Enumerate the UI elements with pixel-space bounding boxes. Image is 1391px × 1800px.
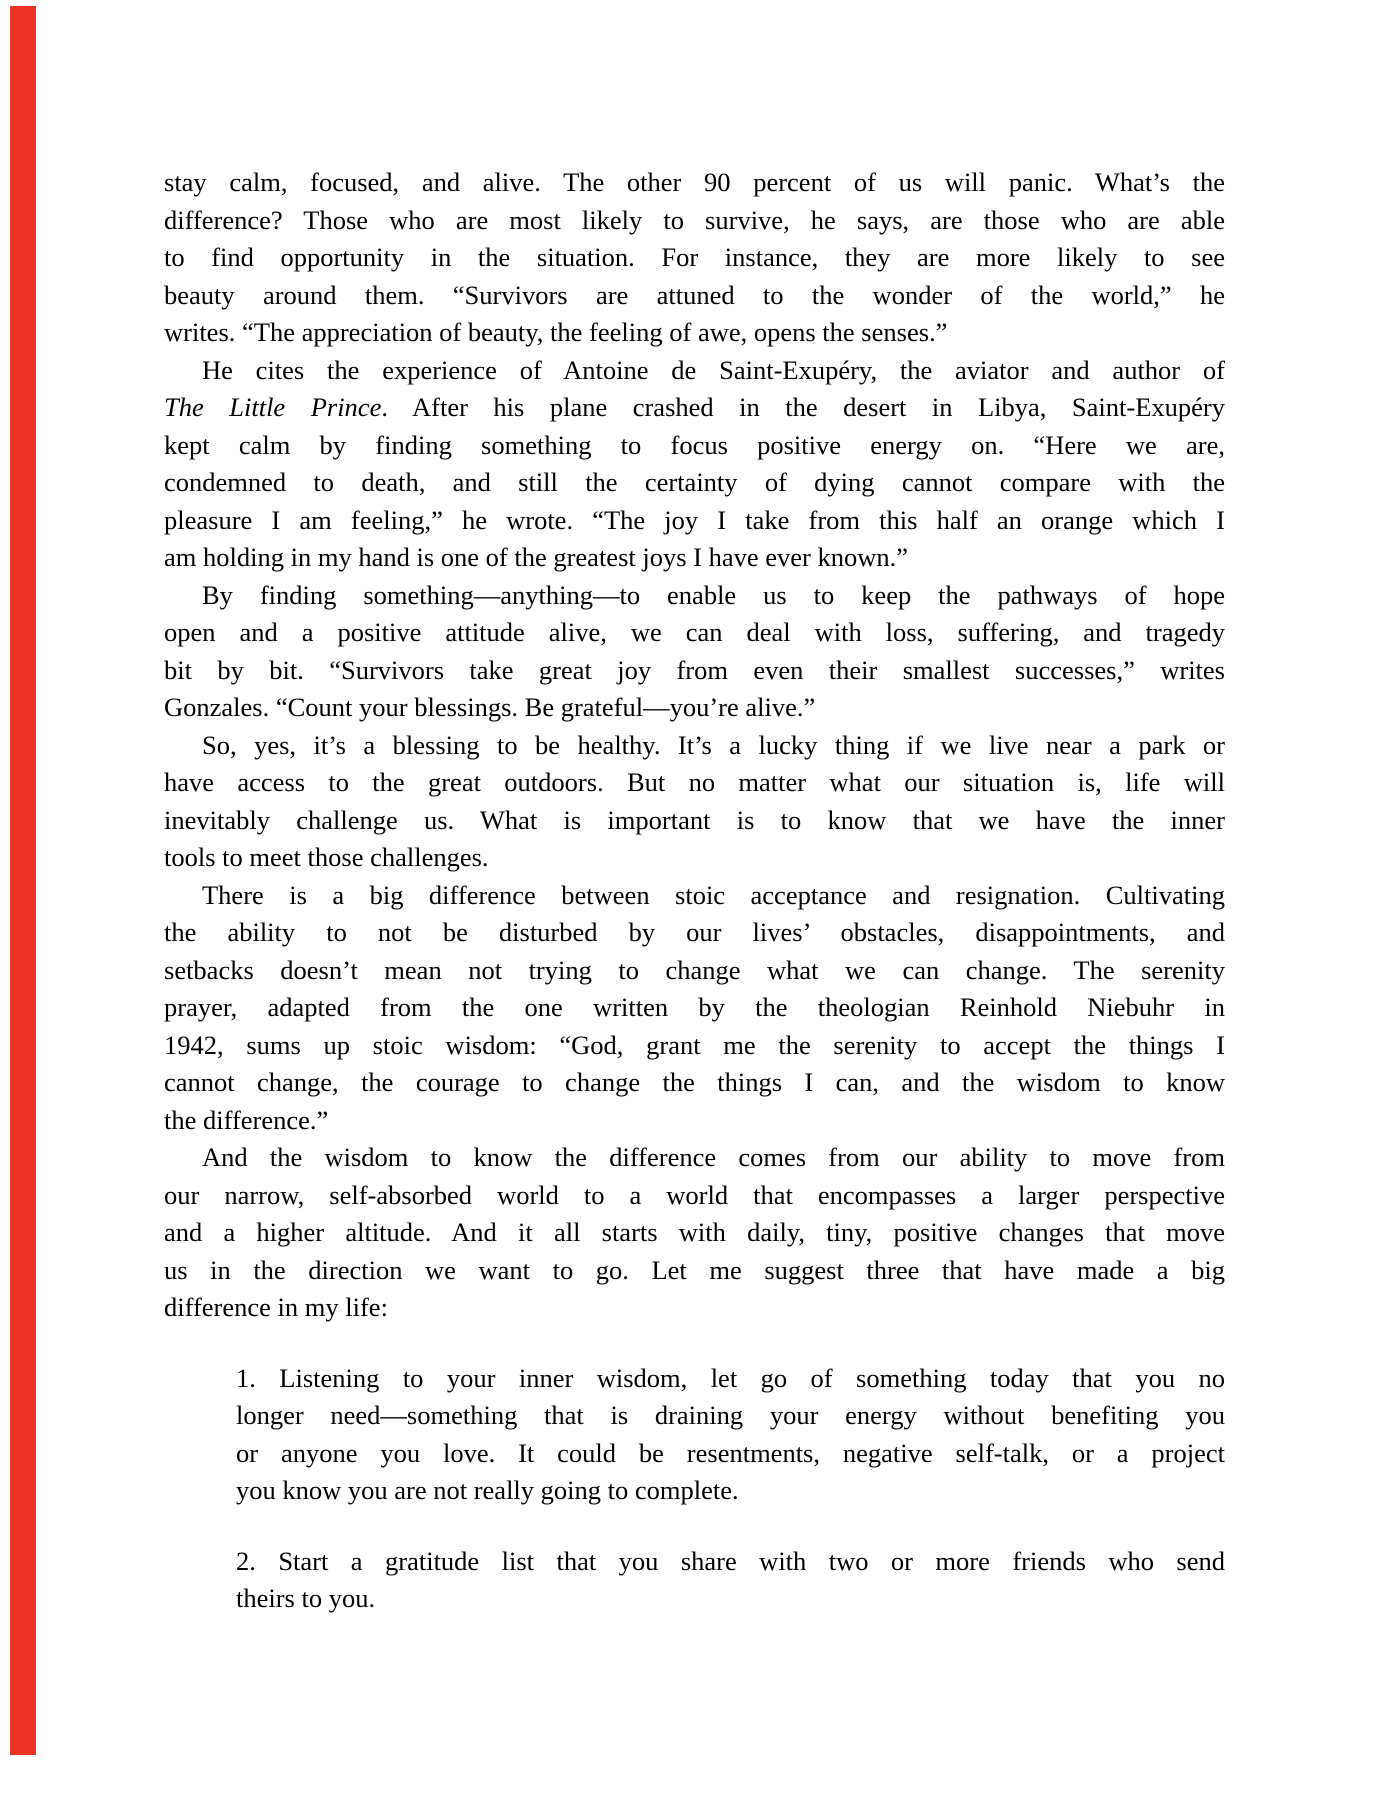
paragraph	[164, 727, 1225, 877]
text-line: prayer, adapted from the one written by the theologian Reinhold Niebuhr in	[164, 992, 1225, 1022]
text-line: 1. Listening to your inner wisdom, let go of something today that you no	[236, 1362, 1225, 1393]
text-line: beauty around them. “Survivors are attuned to the wonder of the world,” he	[164, 279, 1225, 310]
text-line: and a higher altitude. And it all starts with daily, tiny, positive changes that move	[164, 1217, 1225, 1247]
text-line: He cites the experience of Antoine de Saint-Exupéry, the aviator and author of	[202, 354, 1225, 385]
text-line: cannot change, the courage to change the things I can, and the wisdom to know	[164, 1067, 1225, 1097]
text-line: condemned to death, and still the certainty of dying cannot compare with the	[164, 467, 1225, 497]
paragraph	[164, 1139, 1225, 1327]
list-item	[236, 1360, 1225, 1510]
paragraph	[164, 877, 1225, 1140]
text-line: 2. Start a gratitude list that you share with two or more friends who send	[236, 1545, 1225, 1576]
text-line: setbacks doesn’t mean not trying to change what we can change. The serenity	[164, 954, 1225, 985]
text-line: longer need—something that is draining your energy without benefiting you	[236, 1400, 1225, 1430]
text-line: By finding something—anything—to enable us to keep the pathways of hope	[202, 579, 1225, 610]
text-line: writes. “The appreciation of beauty, the feeling of awe, opens the senses.”	[164, 317, 948, 347]
text-line: kept calm by finding something to focus positive energy on. “Here we are,	[164, 429, 1225, 460]
text-line: And the wisdom to know the difference comes from our ability to move from	[202, 1142, 1225, 1172]
list-item	[236, 1543, 1225, 1618]
text-line: to find opportunity in the situation. For instance, they are more likely to see	[164, 242, 1225, 272]
left-red-marker	[10, 6, 36, 1755]
text-line: The Little Prince. After his plane crashed in the desert in Libya, Saint-Exupéry	[164, 392, 1225, 422]
text-line: us in the direction we want to go. Let me suggest three that have made a big	[164, 1254, 1225, 1285]
text-line: theirs to you.	[236, 1583, 376, 1613]
text-line: our narrow, self-absorbed world to a world that encompasses a larger perspective	[164, 1179, 1225, 1210]
text-line: you know you are not really going to complete.	[236, 1475, 739, 1505]
text-line: the difference.”	[164, 1104, 329, 1135]
paragraph	[164, 577, 1225, 727]
text-line: or anyone you love. It could be resentments, negative self-talk, or a project	[236, 1437, 1225, 1468]
book-page-text	[164, 164, 1225, 1618]
text-line: the ability to not be disturbed by our lives’ obstacles, disappointments, and	[164, 917, 1225, 947]
text-line: stay calm, focused, and alive. The other 90 percent of us will panic. What’s the	[164, 167, 1225, 197]
text-line: 1942, sums up stoic wisdom: “God, grant me the serenity to accept the things I	[164, 1029, 1225, 1060]
text-line: pleasure I am feeling,” he wrote. “The joy I take from this half an orange which I	[164, 504, 1225, 535]
paragraph	[164, 352, 1225, 577]
text-line: have access to the great outdoors. But no matter what our situation is, life will	[164, 767, 1225, 797]
text-line: Gonzales. “Count your blessings. Be grateful—you’re alive.”	[164, 692, 816, 722]
paragraph	[164, 164, 1225, 352]
text-line: So, yes, it’s a blessing to be healthy. It’s a lucky thing if we live near a park or	[202, 729, 1225, 760]
text-line: inevitably challenge us. What is important is to know that we have the inner	[164, 804, 1225, 835]
text-line: tools to meet those challenges.	[164, 842, 489, 872]
text-line: bit by bit. “Survivors take great joy from even their smallest successes,” writes	[164, 654, 1225, 685]
text-line: difference? Those who are most likely to survive, he says, are those who are able	[164, 204, 1225, 235]
text-line: difference in my life:	[164, 1292, 388, 1322]
text-line: There is a big difference between stoic acceptance and resignation. Cultivating	[202, 879, 1225, 910]
text-line: am holding in my hand is one of the greatest joys I have ever known.”	[164, 542, 909, 572]
text-line: open and a positive attitude alive, we can deal with loss, suffering, and tragedy	[164, 617, 1225, 647]
